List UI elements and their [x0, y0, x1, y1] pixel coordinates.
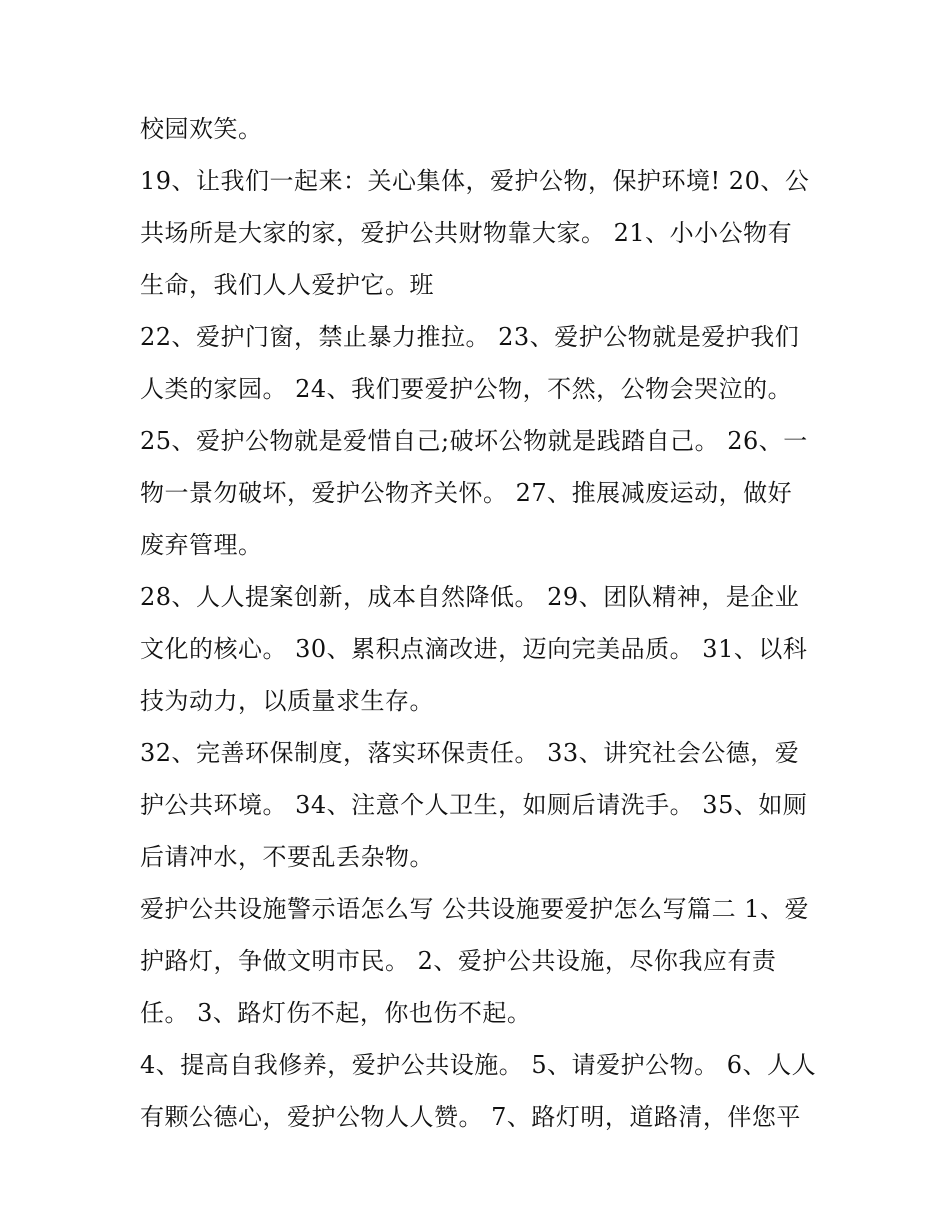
- text-line: 4、提高自我修养，爱护公共设施。 5、请爱护公物。 6、人人: [140, 1051, 817, 1079]
- text-line: 19、让我们一起来：关心集体，爱护公物，保护环境! 20、公: [140, 167, 810, 195]
- text-line: 后请冲水，不要乱丢杂物。: [140, 843, 434, 871]
- text-line: 25、爱护公物就是爱惜自己;破坏公物就是践踏自己。 26、一: [140, 427, 808, 455]
- text-line: 文化的核心。 30、累积点滴改进，迈向完美品质。 31、以科: [140, 635, 808, 663]
- text-line: 任。 3、路灯伤不起，你也伤不起。: [140, 999, 532, 1027]
- text-line: 废弃管理。: [140, 531, 263, 559]
- text-line: 爱护公共设施警示语怎么写 公共设施要爱护怎么写篇二 1、爱: [140, 895, 810, 923]
- text-line: 校园欢笑。: [140, 115, 263, 143]
- text-line: 护公共环境。 34、注意个人卫生，如厕后请洗手。 35、如厕: [140, 791, 808, 819]
- text-line: 生命，我们人人爱护它。班: [140, 271, 434, 299]
- document-body: [140, 103, 820, 1143]
- text-line: 有颗公德心，爱护公物人人赞。 7、路灯明，道路清，伴您平: [140, 1103, 801, 1131]
- text-line: 32、完善环保制度，落实环保责任。 33、讲究社会公德，爱: [140, 739, 800, 767]
- text-line: 护路灯，争做文明市民。 2、爱护公共设施，尽你我应有责: [140, 947, 777, 975]
- text-line: 人类的家园。 24、我们要爱护公物，不然，公物会哭泣的。: [140, 375, 793, 403]
- text-line: 28、人人提案创新，成本自然降低。 29、团队精神，是企业: [140, 583, 800, 611]
- text-line: 共场所是大家的家，爱护公共财物靠大家。 21、小小公物有: [140, 219, 793, 247]
- text-line: 22、爱护门窗，禁止暴力推拉。 23、爱护公物就是爱护我们: [140, 323, 800, 351]
- text-line: 物一景勿破坏，爱护公物齐关怀。 27、推展减废运动，做好: [140, 479, 793, 507]
- text-line: 技为动力，以质量求生存。: [140, 687, 434, 715]
